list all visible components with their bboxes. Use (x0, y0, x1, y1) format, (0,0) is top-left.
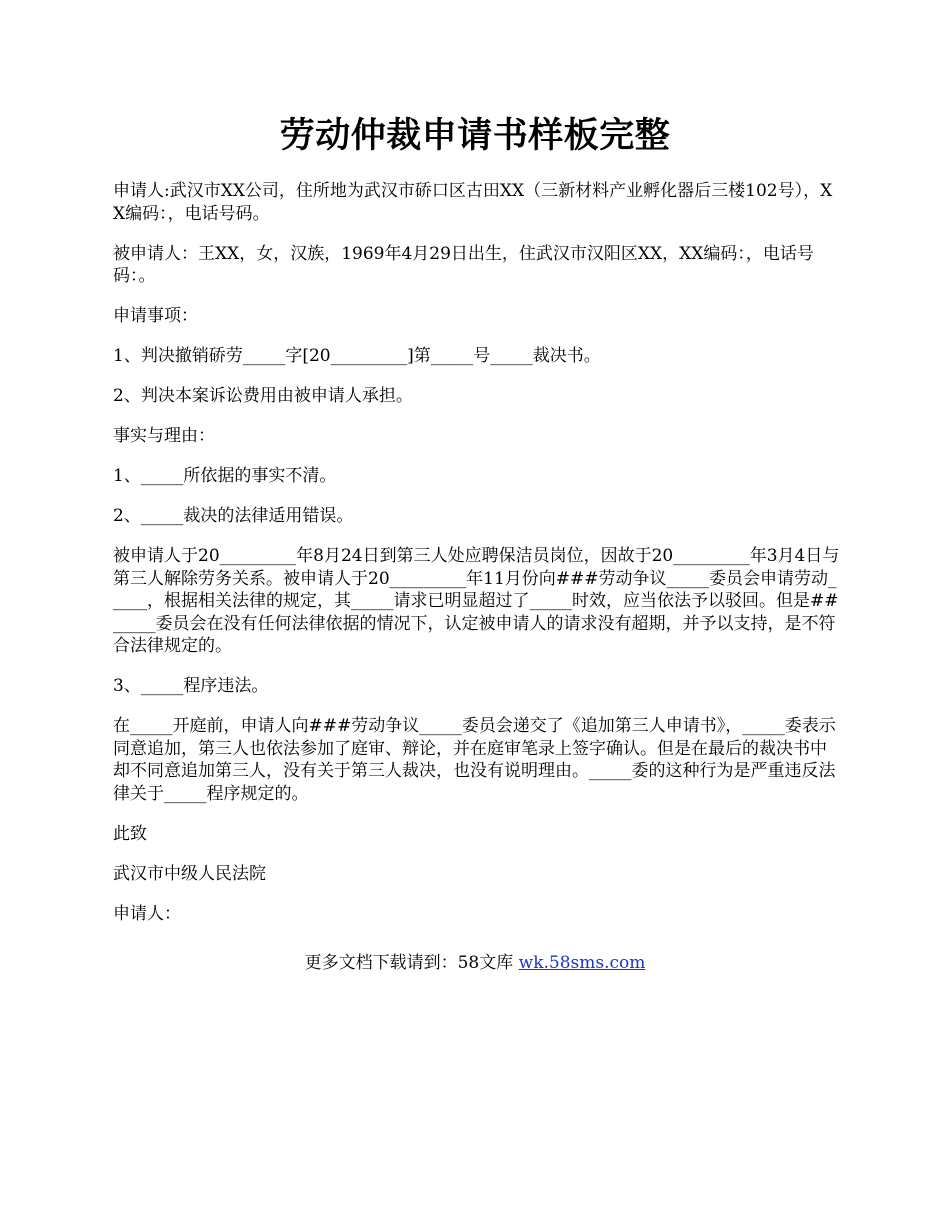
applicant-signature-line: 申请人： (113, 903, 181, 924)
court-name: 武汉市中级人民法院 (113, 863, 266, 884)
facts-heading: 事实与理由： (113, 426, 215, 446)
respondent-paragraph: 被申请人：王XX，女，汉族，1969年4月29日出生，住武汉市汉阳区XX，XX编码：，电话号码：。 (113, 243, 814, 286)
footer-text: 更多文档下载请到：58文库 (304, 953, 519, 973)
fact-detail-paragraph: 被申请人于20_________年8月24日到第三人处应聘保洁员岗位，因故于20_________年3月4日与第三人解除劳务关系。被申请人于20_________年11月份向###劳动争议_____委员会申请劳动_____，根据相关法律的规定，其_____请求已明显超过了_____时效，应当依法予以驳回。但是##_____委员会在没有任何法律依据的情况下，认定被申请人的请求没有超期，并予以支持，是不符合法律规定的。 (113, 546, 840, 656)
procedure-paragraph: 在_____开庭前，申请人向###劳动争议_____委员会递交了《追加第三人申请书》，_____委表示同意追加，第三人也依法参加了庭审、辩论，并在庭审笔录上签字确认。但是在最后的裁决书中却不同意追加第三人，没有关于第三人裁决，也没有说明理由。_____委的这种行为是严重违反法律关于_____程序规定的。 (113, 716, 836, 804)
claims-heading: 申请事项： (113, 306, 198, 326)
fact-item-2: 2、_____裁决的法律适用错误。 (113, 506, 354, 526)
salutation: 此致 (113, 823, 147, 844)
download-footer (0, 951, 950, 975)
claim-item-1: 1、判决撤销硚劳_____字[20_________]第_____号_____裁决书。 (113, 346, 601, 366)
fact-item-3: 3、_____程序违法。 (113, 676, 269, 696)
footer-link[interactable]: wk.58sms.com (518, 953, 646, 973)
document-title: 劳动仲裁申请书样板完整 (279, 115, 671, 156)
fact-item-1: 1、_____所依据的事实不清。 (113, 466, 337, 486)
applicant-paragraph: 申请人:武汉市XX公司，住所地为武汉市硚口区古田XX（三新材料产业孵化器后三楼102号），XX编码：，电话号码。 (113, 181, 833, 224)
document-body (113, 180, 841, 943)
claim-item-2: 2、判决本案诉讼费用由被申请人承担。 (113, 386, 413, 406)
